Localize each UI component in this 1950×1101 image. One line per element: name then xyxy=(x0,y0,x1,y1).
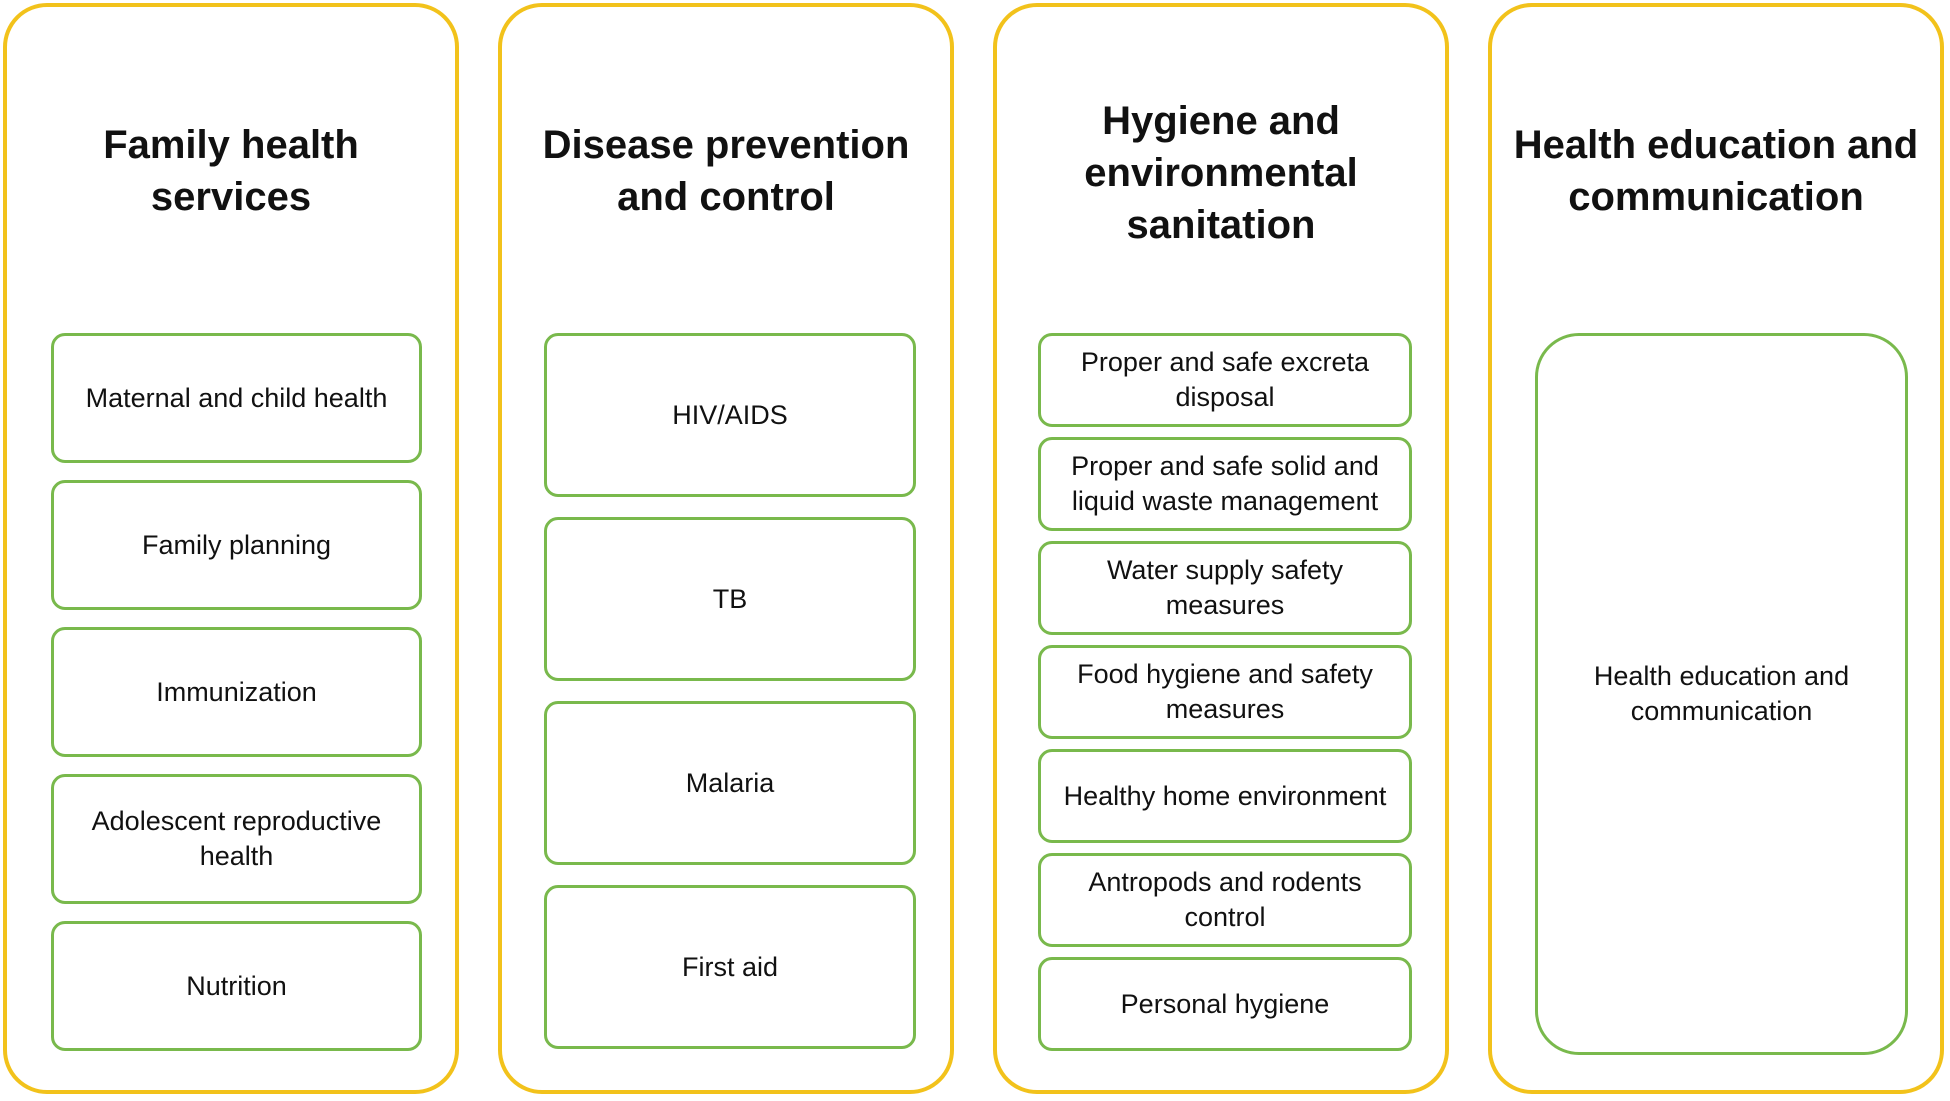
column-title xyxy=(1492,119,1940,369)
column-hygiene-and-environmental-sanitation xyxy=(993,3,1449,1094)
item-box: Malaria xyxy=(544,701,916,865)
item-box: First aid xyxy=(544,885,916,1049)
item-box: Health education and communication xyxy=(1535,333,1908,1055)
item-box: Family planning xyxy=(51,480,422,610)
column-health-education-and-communication xyxy=(1488,3,1944,1094)
item-box: Proper and safe excreta disposal xyxy=(1038,333,1412,427)
column-title-text: Health education and communication xyxy=(1513,123,1919,219)
column-title-text: Family health services xyxy=(103,123,359,219)
column-title-text: Hygiene and environmental sanitation xyxy=(1084,99,1358,247)
item-box: Maternal and child health xyxy=(51,333,422,463)
item-box: Antropods and rodents control xyxy=(1038,853,1412,947)
item-box: Immunization xyxy=(51,627,422,757)
column-family-health-services xyxy=(3,3,459,1094)
item-box: Personal hygiene xyxy=(1038,957,1412,1051)
item-box: Food hygiene and safety measures xyxy=(1038,645,1412,739)
column-title xyxy=(997,95,1445,345)
item-box: Adolescent reproductive health xyxy=(51,774,422,904)
column-title-text: Disease prevention and control xyxy=(542,123,910,219)
item-box: Healthy home environment xyxy=(1038,749,1412,843)
column-title xyxy=(502,119,950,369)
item-box: Proper and safe solid and liquid waste management xyxy=(1038,437,1412,531)
item-box: Water supply safety measures xyxy=(1038,541,1412,635)
column-title xyxy=(7,119,455,369)
item-box: HIV/AIDS xyxy=(544,333,916,497)
item-box: TB xyxy=(544,517,916,681)
item-box: Nutrition xyxy=(51,921,422,1051)
column-disease-prevention-and-control xyxy=(498,3,954,1094)
